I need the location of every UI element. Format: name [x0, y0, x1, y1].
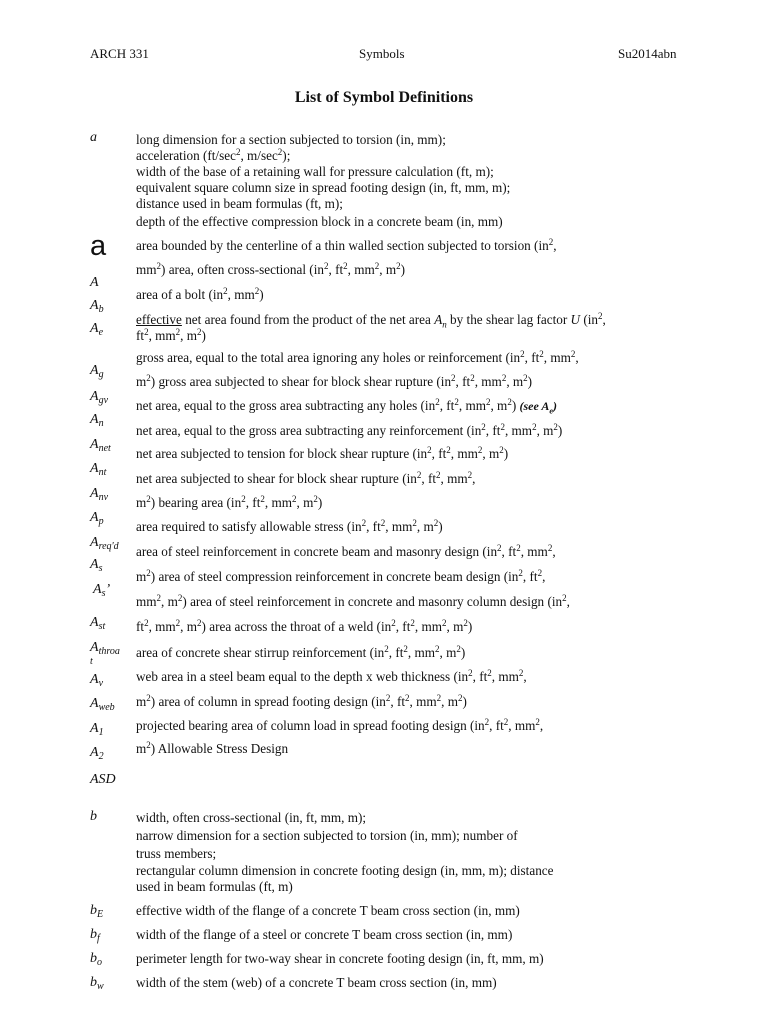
def-bE: effective width of the flange of a concrete T beam cross section (in, mm): [136, 903, 520, 918]
symbol-A2: $A_2$: [90, 745, 104, 762]
symbol-Ast: $A_{st}$: [90, 615, 106, 632]
def-Areqd: area required to satisfy allowable stress ($in^2$, $ft^2$, $mm^2$, $m^2$): [136, 518, 443, 534]
def-ASD: $m^2$) Allowable Stress Design: [136, 740, 289, 756]
def-Ae-line2: $ft^2$, $mm^2$, $m^2$): [136, 327, 206, 343]
symbol-Ap: $A_p$: [90, 510, 104, 527]
def-Anet: net area, equal to the gross area subtracting any reinforcement ($in^2$, $ft^2$, $mm^2$, $m^2$): [136, 422, 563, 438]
def-bo: perimeter length for two-way shear in concrete footing design (in, ft, mm, m): [136, 951, 544, 966]
symbol-Anv: $A_{nv}$: [90, 486, 109, 503]
symbol-bw: $b_w$: [90, 975, 104, 992]
symbol-As-prime: $A_s$’: [93, 582, 111, 599]
def-a-line2: acceleration ($ft/\sec^2$, $m/\sec^2$);: [136, 147, 291, 163]
def-Ant: net area subjected to tension for block shear rupture ($in^2$, $ft^2$, $mm^2$, $m^2$): [136, 445, 509, 461]
def-Ast: $mm^2$, $m^2$) area of steel reinforcement in concrete and masonry column design ($in^2$,: [136, 593, 570, 609]
def-a-line5: distance used in beam formulas (ft, m);: [136, 196, 343, 211]
symbol-bE: $b_E$: [90, 903, 104, 920]
symbol-Av: $A_v$: [90, 672, 104, 689]
def-Ap: $m^2$) bearing area ($in^2$, $ft^2$, $mm^2$, $m^2$): [136, 494, 323, 510]
def-A2: projected bearing area of column load in spread footing design ($in^2$, $ft^2$, $mm^2$,: [136, 717, 544, 733]
page-title: List of Symbol Definitions: [294, 89, 474, 106]
def-bf: width of the flange of a steel or concrete T beam cross section (in, mm): [136, 927, 513, 942]
symbol-bo: $b_o$: [90, 951, 102, 968]
def-a-script: area bounded by the centerline of a thin walled section subjected to torsion ($in^2$,: [136, 237, 557, 253]
symbol-ASD: ASD: [90, 772, 116, 787]
symbol-bf: $b_f$: [90, 927, 100, 944]
def-b-line1: width, often cross-sectional (in, ft, mm, m);: [136, 810, 367, 825]
symbol-b: b: [90, 809, 97, 824]
symbol-Aweb: $A_{web}$: [90, 696, 115, 713]
symbol-Athroat-wrap: t: [90, 656, 93, 667]
def-b-line5: used in beam formulas (ft, m): [136, 879, 293, 894]
symbol-Ant: $A_{nt}$: [90, 461, 107, 478]
def-Ag: gross area, equal to the total area ignoring any holes or reinforcement ($in^2$, $ft^2$, $mm^2$,: [136, 349, 579, 365]
symbol-A1: $A_1$: [90, 721, 104, 738]
def-b-line4: rectangular column dimension in concrete footing design (in, mm, m); distance: [136, 863, 554, 878]
symbol-Ae: $A_e$: [90, 321, 104, 338]
def-An: net area, equal to the gross area subtracting any holes ($in^2$, $ft^2$, $mm^2$, $m^2$) (see $A_e$): [136, 397, 557, 416]
def-Agv: $m^2$) gross area subjected to shear for block shear rupture ($in^2$, $ft^2$, $mm^2$, $m^2$): [136, 373, 533, 389]
symbol-Athroat: $A_{throa}$: [90, 640, 120, 657]
symbol-An: $A_n$: [90, 412, 104, 429]
symbol-Areqd: $A_{req'd}$: [90, 535, 119, 552]
def-bw: width of the stem (web) of a concrete T beam cross section (in, mm): [136, 975, 497, 990]
symbol-Anet: $A_{net}$: [90, 437, 111, 454]
symbol-Ab: $A_b$: [90, 298, 104, 315]
def-A1: $m^2$) area of column in spread footing design ($in^2$, $ft^2$, $mm^2$, $m^2$): [136, 693, 467, 709]
symbol-Ag: $A_g$: [90, 363, 104, 380]
def-Ae-line1: effective net area found from the product of the net area $A_n$ by the shear lag factor U ($in^2$,: [136, 311, 606, 330]
def-Athroat: $ft^2$, $mm^2$, $m^2$) area across the throat of a weld ($in^2$, $ft^2$, $mm^2$, $m^2$): [136, 618, 473, 634]
symbol-Agv: $A_{gv}$: [90, 389, 109, 406]
def-Aweb: web area in a steel beam equal to the depth x web thickness ($in^2$, $ft^2$, $mm^2$,: [136, 668, 527, 684]
def-a-line6: depth of the effective compression block in a concrete beam (in, mm): [136, 214, 503, 229]
def-Av: area of concrete shear stirrup reinforcement ($in^2$, $ft^2$, $mm^2$, $m^2$): [136, 644, 466, 660]
def-As: area of steel reinforcement in concrete beam and masonry design ($in^2$, $ft^2$, $mm^2$,: [136, 543, 556, 559]
header-section: Symbols: [359, 46, 405, 61]
def-As-prime: $m^2$) area of steel compression reinforcement in concrete beam design ($in^2$, $ft^2$,: [136, 568, 546, 584]
def-Ab: area of a bolt ($in^2$, $mm^2$): [136, 286, 264, 302]
def-b-line3: truss members;: [136, 846, 217, 861]
symbol-a: a: [90, 130, 97, 145]
header-course: ARCH 331: [90, 46, 149, 61]
def-a-line3: width of the base of a retaining wall for pressure calculation (ft, m);: [136, 164, 494, 179]
symbol-As: $A_s$: [90, 557, 103, 574]
def-a-line4: equivalent square column size in spread footing design (in, ft, mm, m);: [136, 180, 511, 195]
def-a-line1: long dimension for a section subjected to torsion (in, mm);: [136, 132, 446, 147]
def-A: $mm^2$) area, often cross-sectional ($in^2$, $ft^2$, $mm^2$, $m^2$): [136, 261, 405, 277]
def-Anv: net area subjected to shear for block shear rupture ($in^2$, $ft^2$, $mm^2$,: [136, 470, 476, 486]
symbol-A: A: [90, 275, 99, 290]
header-term: Su2014abn: [618, 46, 677, 61]
def-b-line2: narrow dimension for a section subjected to torsion (in, mm); number of: [136, 828, 518, 843]
symbol-a-script: a: [90, 230, 107, 262]
